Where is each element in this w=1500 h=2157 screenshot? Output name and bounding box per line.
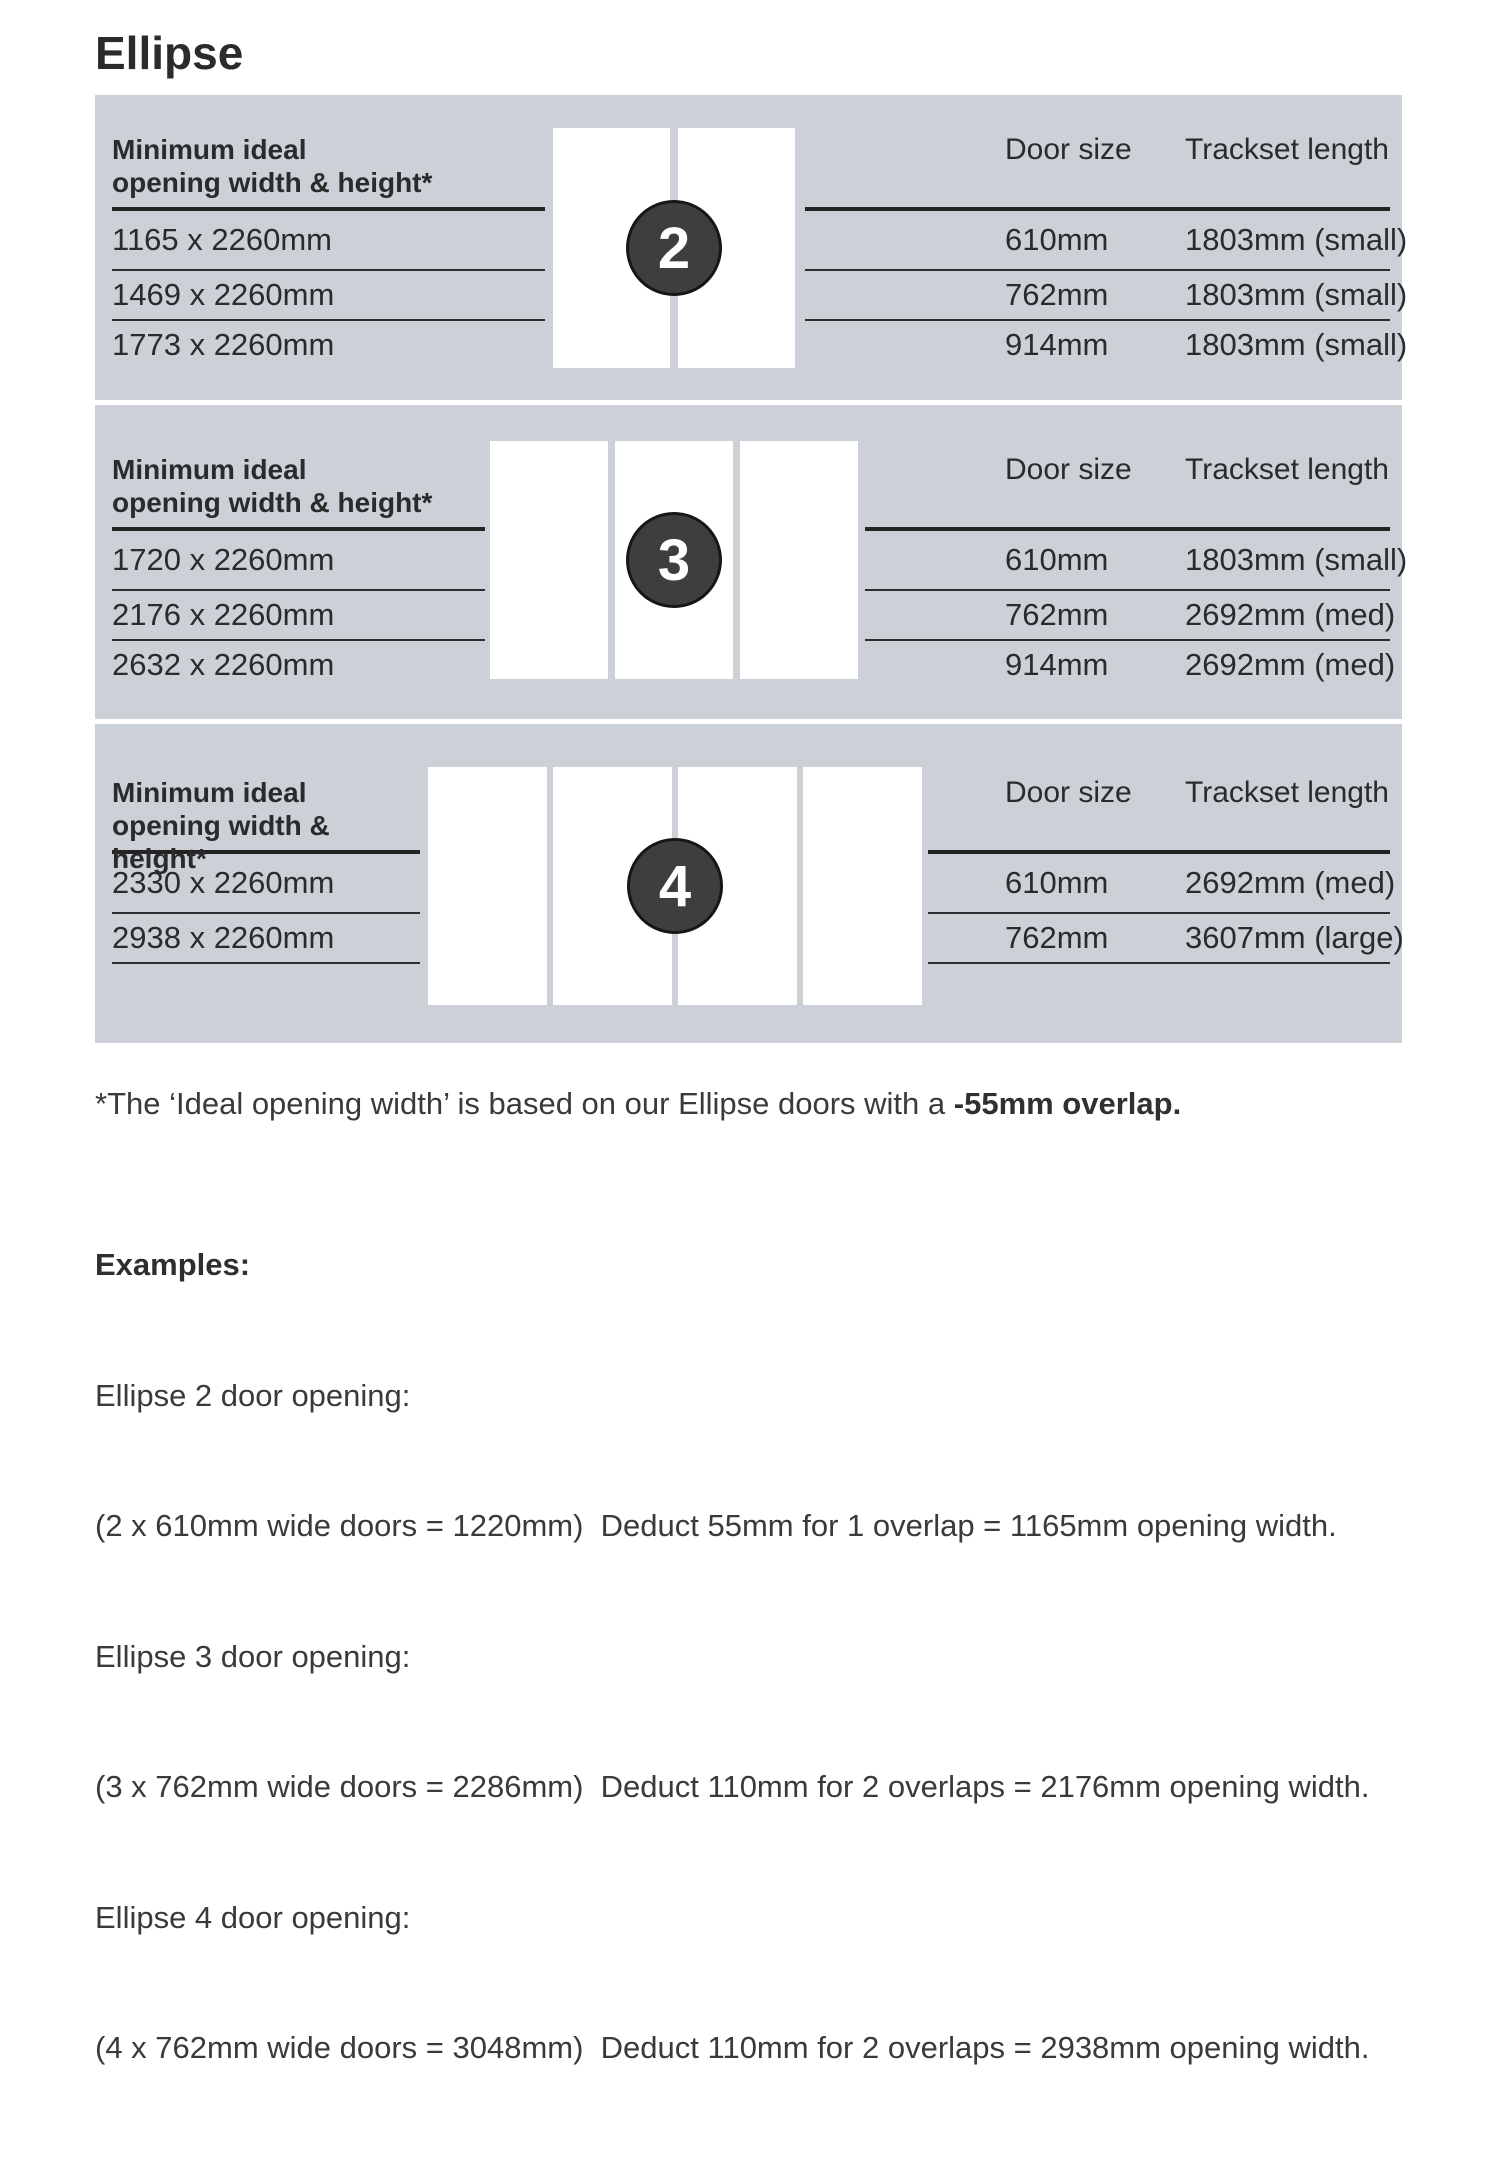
- trackset-length-value: 3607mm (large): [1185, 920, 1404, 955]
- opening-size-header: [112, 776, 420, 874]
- trackset-row: [805, 271, 1408, 321]
- opening-size-table-2door: [112, 133, 545, 369]
- trackset-length-header: Trackset length: [1185, 776, 1389, 809]
- trackset-table-header: [805, 133, 1390, 207]
- door-size-value: 762mm: [1005, 597, 1109, 632]
- opening-row: 2632 x 2260mm: [112, 647, 335, 682]
- opening-row: 1469 x 2260mm: [112, 271, 545, 321]
- trackset-table-header: [865, 453, 1390, 527]
- trackset-row: [865, 531, 1408, 591]
- opening-size-header: [112, 453, 485, 527]
- door-size-value: 762mm: [1005, 920, 1109, 955]
- trackset-length-value: 1803mm (small): [1185, 542, 1408, 577]
- trackset-table-header: [928, 776, 1390, 850]
- opening-size-header: [112, 133, 545, 207]
- trackset-length-header: Trackset length: [1185, 453, 1389, 486]
- door-size-value: 610mm: [1005, 865, 1109, 900]
- door-panel: [490, 441, 608, 679]
- trackset-row: [865, 591, 1396, 641]
- size-guide-panel: [95, 95, 1408, 1043]
- trackset-length-value: 2692mm (med): [1185, 647, 1396, 682]
- example-label: Ellipse 2 door opening:: [95, 1377, 411, 1413]
- door-count-badge: 4: [627, 838, 723, 934]
- opening-header-line1: Minimum ideal: [112, 777, 307, 808]
- trackset-row: [928, 914, 1404, 964]
- trackset-length-header: Trackset length: [1185, 133, 1389, 166]
- door-size-value: 610mm: [1005, 222, 1109, 257]
- example-detail: (3 x 762mm wide doors = 2286mm) Deduct 110mm for 2 overlaps = 2176mm opening width.: [95, 1769, 1370, 1804]
- page-title: Ellipse: [95, 27, 244, 79]
- opening-header-line1: Minimum ideal: [112, 134, 307, 165]
- examples-block: [95, 1156, 1369, 2157]
- trackset-row: [865, 641, 1396, 689]
- door-panel: [428, 767, 547, 1005]
- example-label: Ellipse 3 door opening:: [95, 1638, 411, 1674]
- opening-header-line2: opening width & height*: [112, 810, 330, 874]
- door-size-header: Door size: [1005, 776, 1132, 809]
- door-size-value: 914mm: [1005, 647, 1109, 682]
- door-diagram-2: [553, 128, 795, 368]
- trackset-length-value: 1803mm (small): [1185, 222, 1408, 257]
- door-panel: [740, 441, 858, 679]
- door-size-value: 762mm: [1005, 277, 1109, 312]
- example-detail: (4 x 762mm wide doors = 3048mm) Deduct 110mm for 2 overlaps = 2938mm opening width.: [95, 2030, 1370, 2065]
- door-panel: [803, 767, 922, 1005]
- overlap-footnote: [95, 1086, 1181, 1122]
- examples-heading: Examples:: [95, 1247, 251, 1282]
- opening-header-line1: Minimum ideal: [112, 454, 307, 485]
- opening-header-line2: opening width & height*: [112, 167, 433, 198]
- footnote-text: *The ‘Ideal opening width’ is based on our Ellipse doors with a: [95, 1086, 954, 1121]
- section-3-door: [95, 405, 1408, 719]
- opening-size-table-3door: [112, 453, 485, 689]
- door-count-badge: 3: [626, 512, 722, 608]
- opening-header-line2: opening width & height*: [112, 487, 433, 518]
- trackset-length-value: 1803mm (small): [1185, 277, 1408, 312]
- trackset-row: [805, 321, 1408, 369]
- door-diagram-3: [490, 441, 858, 679]
- door-size-header: Door size: [1005, 453, 1132, 486]
- door-size-header: Door size: [1005, 133, 1132, 166]
- opening-size-table-4door: [112, 776, 420, 964]
- opening-row: 1773 x 2260mm: [112, 327, 335, 362]
- example-label: Ellipse 4 door opening:: [95, 1899, 411, 1935]
- trackset-length-value: 1803mm (small): [1185, 327, 1408, 362]
- trackset-table-4door: [928, 776, 1404, 964]
- trackset-table-3door: [865, 453, 1408, 689]
- door-size-value: 914mm: [1005, 327, 1109, 362]
- trackset-table-2door: [805, 133, 1408, 369]
- opening-row: 1165 x 2260mm: [112, 211, 545, 271]
- door-count-badge: 2: [626, 200, 722, 296]
- opening-row: 2176 x 2260mm: [112, 591, 485, 641]
- trackset-length-value: 2692mm (med): [1185, 865, 1396, 900]
- section-2-door: [95, 95, 1408, 400]
- door-size-value: 610mm: [1005, 542, 1109, 577]
- door-diagram-4: [428, 767, 922, 1005]
- opening-row: 2938 x 2260mm: [112, 914, 420, 964]
- trackset-row: [805, 211, 1408, 271]
- opening-row: 2330 x 2260mm: [112, 854, 420, 914]
- section-4-door: [95, 724, 1402, 1043]
- example-detail: (2 x 610mm wide doors = 1220mm) Deduct 55mm for 1 overlap = 1165mm opening width.: [95, 1508, 1337, 1543]
- opening-row: 1720 x 2260mm: [112, 531, 485, 591]
- trackset-length-value: 2692mm (med): [1185, 597, 1396, 632]
- trackset-row: [928, 854, 1396, 914]
- footnote-bold: -55mm overlap.: [953, 1086, 1182, 1121]
